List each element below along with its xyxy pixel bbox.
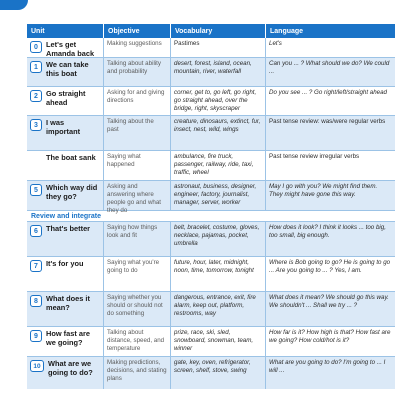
table-row (27, 38, 395, 58)
table-row (27, 58, 395, 87)
header-vocabulary: Vocabulary (171, 24, 266, 38)
vocabulary-cell: Pastimes (171, 38, 266, 57)
unit-number: 5 (30, 184, 42, 196)
unit-title: Go straight ahead (46, 89, 86, 107)
unit-number (30, 154, 42, 166)
vocabulary-cell: dangerous, entrance, exit, fire alarm, keep out, platform, restrooms, way (171, 292, 266, 326)
unit-number: 9 (30, 330, 42, 342)
unit-title: What are we going to do? (48, 359, 93, 377)
unit-title: Which way did they go? (46, 183, 98, 201)
objective-cell: Making suggestions (104, 38, 171, 57)
table-row (27, 292, 395, 327)
language-cell: Let's (269, 40, 282, 47)
unit-title: That's better (46, 224, 91, 233)
table-row (27, 327, 395, 357)
unit-title: The boat sank (46, 153, 96, 162)
table-row (27, 151, 395, 181)
language-cell: Can you ... ? What should we do? We could ... (269, 60, 390, 75)
table-header (27, 24, 395, 38)
vocabulary-cell: desert, forest, island, ocean, mountain, river, waterfall (171, 58, 266, 86)
unit-number: 3 (30, 119, 42, 131)
vocabulary-cell: corner, get to, go left, go right, go straight ahead, over the bridge, right, skyscraper (171, 87, 266, 115)
table-row (27, 87, 395, 116)
objective-cell: Talking about distance, speed, and temperature (104, 327, 171, 356)
objective-cell: Saying what happened (104, 151, 171, 180)
language-cell: May I go with you? We might find them. They might have gone this way. (269, 183, 378, 198)
objective-cell: Asking and answering where people go and what they do (104, 181, 171, 210)
vocabulary-cell: prize, race, ski, sled, snowboard, snowman, team, winner (171, 327, 266, 356)
section-label: Review and integrate (27, 211, 395, 222)
unit-title: We can take this boat (46, 60, 89, 78)
language-cell: How does it look? I think it looks ... too big, too small, big enough. (269, 224, 386, 239)
unit-title: It's for you (46, 259, 84, 268)
table-row (27, 181, 395, 214)
language-cell: Past tense review irregular verbs (269, 153, 360, 160)
table-row (27, 257, 395, 292)
unit-title: What does it mean? (46, 294, 90, 312)
unit-number: 7 (30, 260, 42, 272)
vocabulary-cell: belt, bracelet, costume, gloves, necklace, pajamas, pocket, umbrella (171, 222, 266, 256)
vocabulary-cell: gate, key, oven, refrigerator, screen, shelf, stove, swing (171, 357, 266, 389)
vocabulary-cell: astronaut, business, designer, engineer, factory, journalist, manager, server, worker (171, 181, 266, 210)
table-row (27, 222, 395, 257)
objective-cell: Talking about ability and probability (104, 58, 171, 86)
language-cell: Past tense review: was/were regular verbs (269, 118, 386, 125)
syllabus-table (27, 24, 395, 389)
header-unit: Unit (27, 24, 104, 38)
table-row (27, 357, 395, 389)
vocabulary-cell: creature, dinosaurs, extinct, fur, insect, nest, wild, wings (171, 116, 266, 150)
language-cell: How far is it? How high is that? How fast are we going? How cold/hot is it? (269, 329, 391, 344)
header-objective: Objective (104, 24, 171, 38)
table-row (27, 116, 395, 151)
objective-cell: Saying how things look and fit (104, 222, 171, 256)
language-cell: Where is Bob going to go? He is going to go ... Are you going to ... ? Yes, I am. (269, 259, 391, 274)
vocabulary-cell: future, hour, later, midnight, noon, time, tomorrow, tonight (171, 257, 266, 291)
unit-number: 1 (30, 61, 42, 73)
unit-number: 6 (30, 225, 42, 237)
unit-number: 8 (30, 295, 42, 307)
unit-number: 0 (30, 41, 42, 53)
language-cell: What does it mean? We should go this way. We shouldn't ... Shall we try ... ? (269, 294, 389, 309)
header-language: Language (270, 27, 304, 35)
objective-cell: Saying whether you should or should not do something (104, 292, 171, 326)
objective-cell: Talking about the past (104, 116, 171, 150)
unit-title: How fast are we going? (46, 329, 90, 347)
unit-badge-corner (0, 0, 28, 10)
objective-cell: Saying what you're going to do (104, 257, 171, 291)
unit-number: 10 (30, 360, 44, 372)
language-cell: Do you see ... ? Go right/left/straight ahead (269, 89, 387, 96)
objective-cell: Making predictions, decisions, and stating plans (104, 357, 171, 389)
unit-title: I was important (46, 118, 81, 136)
language-cell: What are you going to do? I'm going to ... I will ... (269, 359, 386, 374)
objective-cell: Asking for and giving directions (104, 87, 171, 115)
vocabulary-cell: ambulance, fire truck, passenger, railway, ride, taxi, traffic, wheel (171, 151, 266, 180)
unit-title: Let's get Amanda back (46, 40, 95, 58)
unit-number: 2 (30, 90, 42, 102)
